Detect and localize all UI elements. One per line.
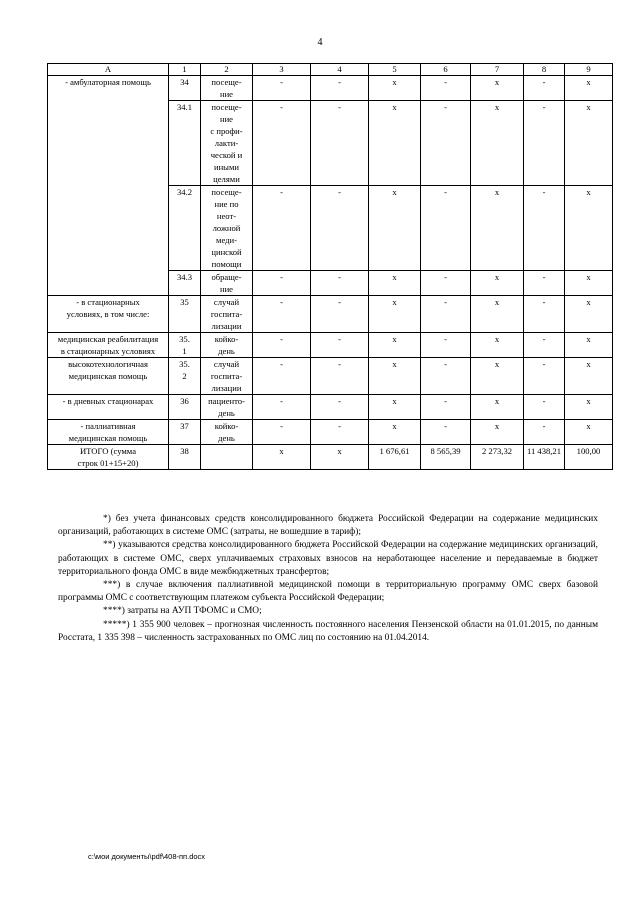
table-cell-col-7: х: [471, 186, 524, 271]
table-cell-col-5: х: [369, 358, 421, 395]
table-cell-row-unit: посеще- ние: [201, 76, 253, 101]
document-path: c:\мои документы\pdf\408-пп.docx: [88, 852, 206, 861]
table-cell-row-code: 37: [169, 420, 201, 445]
table-cell-row-code: 34.1: [169, 101, 201, 186]
table-cell-col-6: -: [421, 420, 471, 445]
footnote: *****) 1 355 900 человек – прогнозная численность постоянного населения Пензенской области на 01.01.2015, по данным Росстата, 1 335 398 – численность застрахованных по ОМС лиц по состоянию на 01.04.2014.: [58, 619, 598, 643]
table-row: [48, 445, 613, 470]
table-cell-row-unit: посеще- ние по неот- ложной меди- цинской помощи: [201, 186, 253, 271]
table-cell-col-5: х: [369, 333, 421, 358]
table-cell-col-6: 8 565,39: [421, 445, 471, 470]
table-cell-col-3: -: [253, 333, 311, 358]
table-cell-col-3: -: [253, 101, 311, 186]
footnote: **) указываются средства консолидированного бюджета Российской Федерации на содержание медицинских организаций, работающих в системе ОМС, сверх уплачиваемых страховых взносов на неработающее население и передаваемые в бюджет территориального фонда ОМС в виде межбюджетных трансфертов;: [58, 540, 598, 577]
table-cell-col-5: 1 676,61: [369, 445, 421, 470]
table-cell-col-3: -: [253, 186, 311, 271]
table-cell-col-7: х: [471, 101, 524, 186]
table-cell-col-5: х: [369, 271, 421, 296]
header-col-7: 7: [471, 64, 524, 76]
table-cell-col-9: х: [565, 186, 613, 271]
table-cell-row-name: медицинская реабилитация в стационарных условиях: [48, 333, 169, 358]
table-cell-col-9: х: [565, 358, 613, 395]
table-cell-col-5: х: [369, 101, 421, 186]
table-cell-row-name: высокотехнологичная медицинская помощь: [48, 358, 169, 395]
table-cell-col-4: -: [311, 358, 369, 395]
header-col-5: 5: [369, 64, 421, 76]
table-cell-col-3: х: [253, 445, 311, 470]
table-cell-col-5: х: [369, 420, 421, 445]
table-cell-col-4: -: [311, 296, 369, 333]
table-cell-col-8: 11 438,21: [524, 445, 565, 470]
table-cell-col-3: -: [253, 420, 311, 445]
table-cell-col-9: х: [565, 333, 613, 358]
table-cell-col-6: -: [421, 358, 471, 395]
table-cell-col-3: -: [253, 76, 311, 101]
header-col-2: 2: [201, 64, 253, 76]
header-col-8: 8: [524, 64, 565, 76]
table-cell-col-6: -: [421, 76, 471, 101]
table-cell-row-name: - в стационарных условиях, в том числе:: [48, 296, 169, 333]
footnote: ****) затраты на АУП ТФОМС и СМО;: [103, 606, 262, 617]
table-row: [48, 76, 613, 101]
table-cell-col-4: -: [311, 395, 369, 420]
table-cell-row-code: 35. 2: [169, 358, 201, 395]
table-row: [48, 333, 613, 358]
table-cell-row-code: 36: [169, 395, 201, 420]
table-cell-row-code: 35: [169, 296, 201, 333]
table-cell-row-name: ИТОГО (сумма строк 01+15+20): [48, 445, 169, 470]
table-cell-col-8: -: [524, 358, 565, 395]
header-col-4: 4: [311, 64, 369, 76]
table-cell-col-7: х: [471, 296, 524, 333]
footnote: ***) в случае включения паллиативной медицинской помощи в территориальную программу ОМС сверх базовой программы ОМС с соответствующим платежом субъекта Российской Федерации;: [58, 580, 598, 604]
table-cell-col-7: х: [471, 358, 524, 395]
table-cell-row-code: 34.2: [169, 186, 201, 271]
footnotes: [58, 513, 598, 645]
table-cell-col-8: -: [524, 333, 565, 358]
table-cell-row-unit: [201, 445, 253, 470]
table-cell-col-4: -: [311, 333, 369, 358]
table-cell-col-9: х: [565, 395, 613, 420]
table-cell-col-8: -: [524, 271, 565, 296]
header-col-1: 1: [169, 64, 201, 76]
table-cell-col-4: -: [311, 186, 369, 271]
table-cell-col-5: х: [369, 395, 421, 420]
table-cell-col-6: -: [421, 271, 471, 296]
header-col-a: А: [48, 64, 169, 76]
table-row: [48, 395, 613, 420]
table-cell-col-8: -: [524, 296, 565, 333]
table-cell-col-6: -: [421, 395, 471, 420]
table-cell-row-unit: случай госпита- лизации: [201, 358, 253, 395]
table-cell-col-8: -: [524, 186, 565, 271]
table-cell-col-7: х: [471, 420, 524, 445]
header-col-9: 9: [565, 64, 613, 76]
table-cell-row-unit: койко- день: [201, 420, 253, 445]
table-cell-col-9: х: [565, 101, 613, 186]
table-cell-row-unit: посеще- ние с профи- лакти- ческой и иными целями: [201, 101, 253, 186]
table-row: [48, 296, 613, 333]
table-cell-row-unit: пациенто- день: [201, 395, 253, 420]
table-cell-col-7: х: [471, 395, 524, 420]
table-header-row: [48, 64, 613, 76]
table-cell-row-unit: койко- день: [201, 333, 253, 358]
table-cell-col-4: -: [311, 271, 369, 296]
table-cell-col-9: 100,00: [565, 445, 613, 470]
table-cell-col-8: -: [524, 395, 565, 420]
table-cell-col-4: х: [311, 445, 369, 470]
table-cell-col-7: 2 273,32: [471, 445, 524, 470]
table-cell-col-5: х: [369, 76, 421, 101]
table-cell-col-6: -: [421, 333, 471, 358]
table-cell-col-7: х: [471, 76, 524, 101]
table-cell-row-code: 38: [169, 445, 201, 470]
table-cell-row-unit: обраще- ние: [201, 271, 253, 296]
table-cell-row-code: 34: [169, 76, 201, 101]
table-cell-col-5: х: [369, 186, 421, 271]
table-cell-col-4: -: [311, 76, 369, 101]
table-cell-col-6: -: [421, 101, 471, 186]
table-cell-row-name: - паллиативная медицинская помощь: [48, 420, 169, 445]
table-cell-col-7: х: [471, 271, 524, 296]
header-col-6: 6: [421, 64, 471, 76]
table-row: [48, 358, 613, 395]
table-cell-col-6: -: [421, 296, 471, 333]
table-cell-col-8: -: [524, 420, 565, 445]
table-cell-col-8: -: [524, 101, 565, 186]
table-cell-row-code: 34.3: [169, 271, 201, 296]
table-cell-col-9: х: [565, 420, 613, 445]
table-cell-col-3: -: [253, 358, 311, 395]
header-col-3: 3: [253, 64, 311, 76]
table-cell-col-9: х: [565, 76, 613, 101]
table-cell-col-9: х: [565, 296, 613, 333]
table-cell-col-4: -: [311, 420, 369, 445]
table-cell-col-3: -: [253, 271, 311, 296]
table-cell-col-4: -: [311, 101, 369, 186]
table-cell-row-name: - амбулаторная помощь: [48, 76, 169, 296]
table-cell-row-code: 35. 1: [169, 333, 201, 358]
table-cell-col-7: х: [471, 333, 524, 358]
table-cell-col-3: -: [253, 395, 311, 420]
footnote: *) без учета финансовых средств консолидированного бюджета Российской Федерации на содержание медицинских организаций, работающих в системе ОМС (затраты, не вошедшие в тариф);: [58, 514, 598, 538]
table-row: [48, 420, 613, 445]
table-cell-row-name: - в дневных стационарах: [48, 395, 169, 420]
table-body: [48, 76, 613, 470]
table-cell-col-6: -: [421, 186, 471, 271]
table-cell-row-unit: случай госпита- лизации: [201, 296, 253, 333]
page-number: 4: [317, 37, 323, 48]
data-table: [47, 63, 613, 470]
table-cell-col-9: х: [565, 271, 613, 296]
table-cell-col-3: -: [253, 296, 311, 333]
table-cell-col-5: х: [369, 296, 421, 333]
table-cell-col-8: -: [524, 76, 565, 101]
